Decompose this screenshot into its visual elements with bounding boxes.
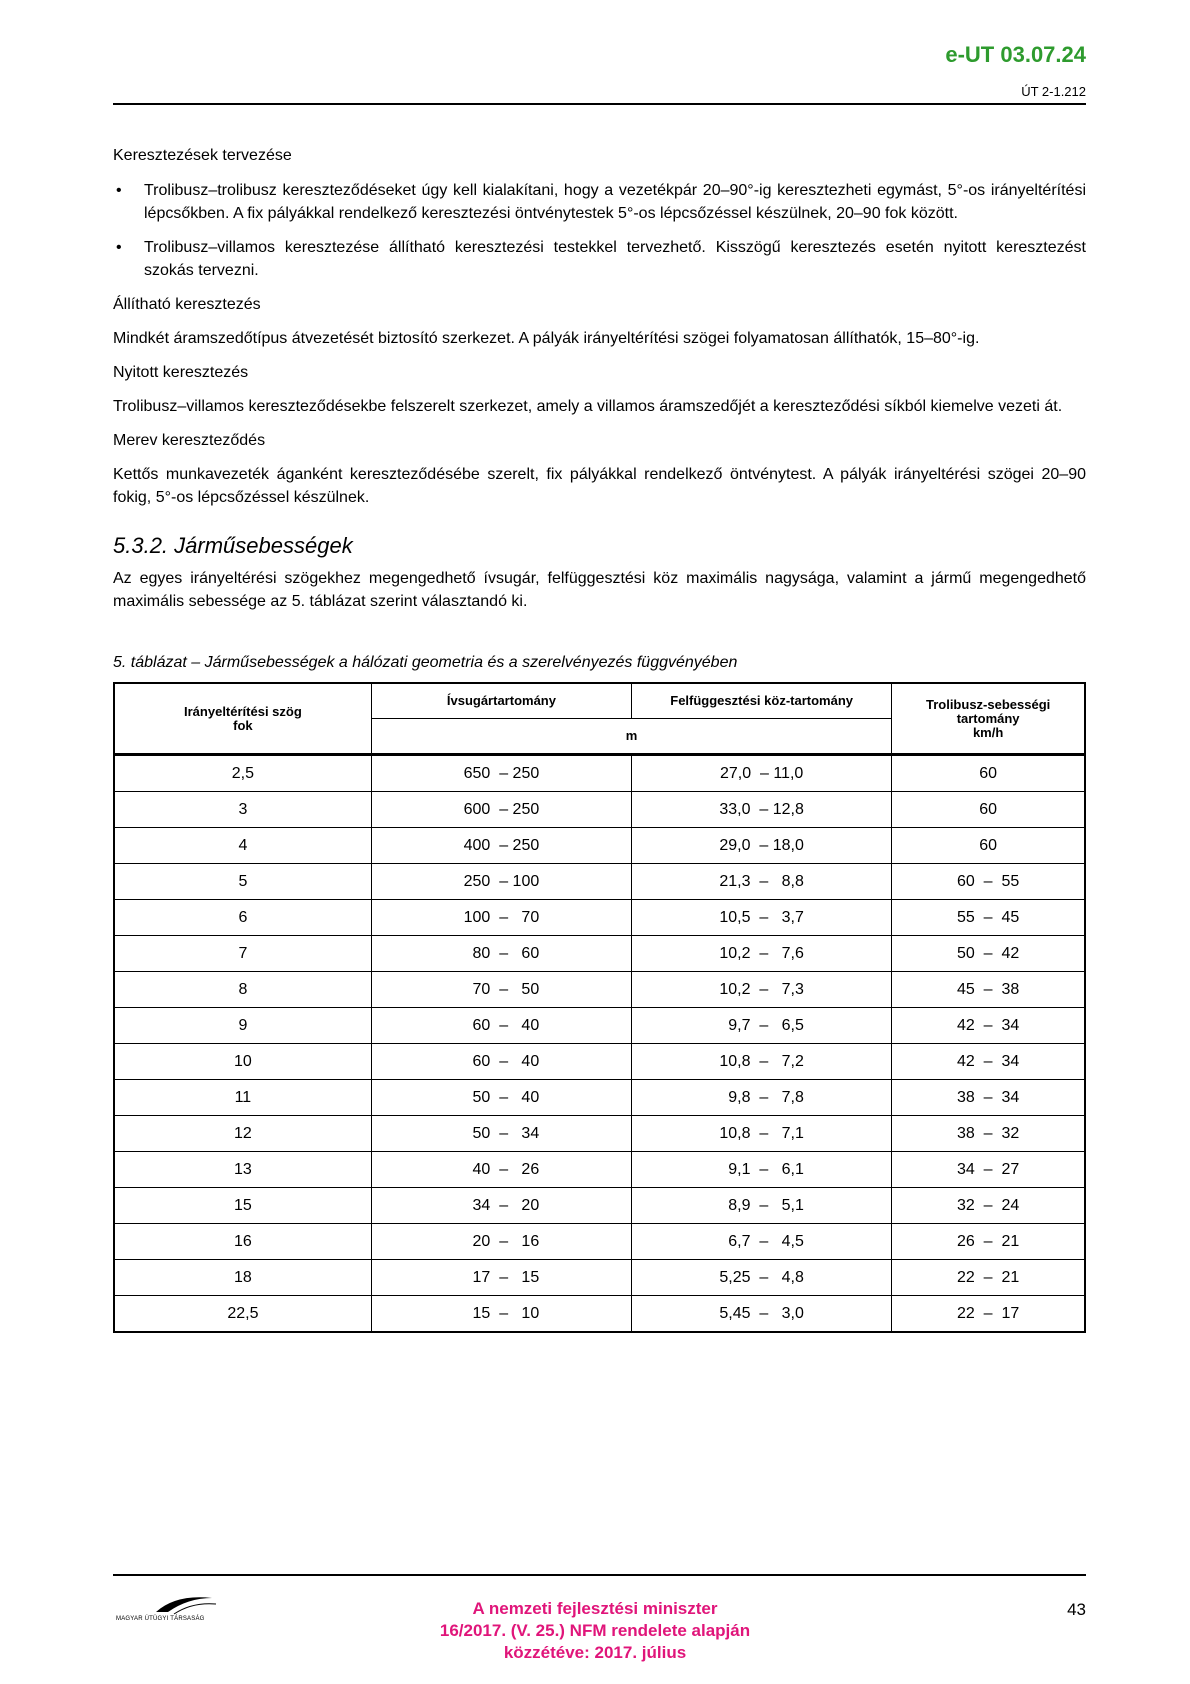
cell-angle-value: 7 bbox=[238, 945, 248, 962]
cell-span-value: 9,1 – 6,1 bbox=[719, 1161, 804, 1178]
publication-line-3: közzétéve: 2017. július bbox=[503, 1643, 687, 1662]
cell-radius bbox=[371, 1080, 631, 1116]
cell-radius-value: 80 – 60 bbox=[463, 945, 540, 962]
cell-angle bbox=[114, 1080, 371, 1116]
paragraph-adjustable: Mindkét áramszedőtípus átvezetését biztosító szerkezet. A pályák irányeltérítési szögei folyamatosan állíthatók, 15–80°-ig. bbox=[113, 330, 980, 347]
cell-span-value: 29,0 – 18,0 bbox=[719, 837, 804, 854]
cell-radius-value: 250 – 100 bbox=[463, 873, 540, 890]
publication-note bbox=[395, 1598, 795, 1664]
table-row bbox=[114, 900, 1085, 936]
cell-angle-value: 18 bbox=[234, 1269, 252, 1286]
cell-speed bbox=[892, 1080, 1085, 1116]
cell-angle-value: 22,5 bbox=[227, 1305, 259, 1322]
cell-radius-value: 50 – 40 bbox=[463, 1089, 540, 1106]
subheading-rigid: Merev kereszteződés bbox=[113, 432, 266, 449]
cell-speed-value: 55 – 45 bbox=[956, 909, 1020, 926]
table-row bbox=[114, 1116, 1085, 1152]
cell-span-value: 5,25 – 4,8 bbox=[719, 1269, 804, 1286]
publication-line-2: 16/2017. (V. 25.) NFM rendelete alapján bbox=[439, 1621, 751, 1640]
paragraph-vehicle-speed: Az egyes irányeltérési szögekhez megengedhető ívsugár, felfüggesztési köz maximális nagysága, valamint a jármű megengedhető maximális sebessége az 5. táblázat szerint választandó ki. bbox=[113, 570, 1086, 610]
cell-radius bbox=[371, 1044, 631, 1080]
table-caption: 5. táblázat – Járműsebességek a hálózati geometria és a szerelvényezés függvényében bbox=[113, 654, 738, 671]
cell-radius-value: 15 – 10 bbox=[463, 1305, 540, 1322]
cell-speed-value: 45 – 38 bbox=[956, 981, 1020, 998]
table-row bbox=[114, 755, 1085, 792]
paragraph-rigid: Kettős munkavezeték áganként kereszteződésébe szerelt, fix pályákkal rendelkező öntvénytest. A pályák irányeltérési szögei 20–90 fokig, 5°-os lépcsőzéssel készülnek. bbox=[113, 466, 1086, 506]
cell-speed-value: 22 – 21 bbox=[956, 1269, 1020, 1286]
footer-divider bbox=[113, 1574, 1086, 1576]
subheading-open: Nyitott keresztezés bbox=[113, 364, 249, 381]
cell-span bbox=[632, 936, 892, 972]
table-row bbox=[114, 1260, 1085, 1296]
cell-radius bbox=[371, 1188, 631, 1224]
cell-speed bbox=[892, 1008, 1085, 1044]
cell-radius-value: 600 – 250 bbox=[463, 801, 540, 818]
cell-radius bbox=[371, 792, 631, 828]
cell-radius bbox=[371, 864, 631, 900]
header-unit-m: m bbox=[371, 719, 891, 755]
cell-angle bbox=[114, 1044, 371, 1080]
paragraph-open: Trolibusz–villamos kereszteződésekbe felszerelt szerkezet, amely a villamos áramszedőjét a kereszteződési síkból kiemelve vezeti át. bbox=[113, 398, 1063, 415]
cell-span-value: 10,8 – 7,1 bbox=[719, 1125, 804, 1142]
header-angle-label: Irányeltérítési szög bbox=[184, 703, 302, 719]
cell-angle bbox=[114, 1008, 371, 1044]
cell-speed-value: 38 – 32 bbox=[956, 1125, 1020, 1142]
cell-speed bbox=[892, 1152, 1085, 1188]
cell-span bbox=[632, 864, 892, 900]
logo-text: MAGYAR ÚTÜGYI TÁRSASÁG bbox=[116, 1616, 205, 1622]
table-row bbox=[114, 864, 1085, 900]
society-logo bbox=[116, 1592, 266, 1632]
cell-speed-value: 32 – 24 bbox=[956, 1197, 1020, 1214]
cell-speed bbox=[892, 828, 1085, 864]
cell-angle bbox=[114, 1224, 371, 1260]
cell-speed bbox=[892, 1296, 1085, 1333]
cell-speed bbox=[892, 1044, 1085, 1080]
header-angle bbox=[114, 683, 371, 755]
cell-span-value: 9,7 – 6,5 bbox=[719, 1017, 804, 1034]
cell-radius-value: 50 – 34 bbox=[463, 1125, 540, 1142]
table-body bbox=[114, 755, 1085, 1333]
cell-speed bbox=[892, 1260, 1085, 1296]
cell-angle-value: 16 bbox=[234, 1233, 252, 1250]
page-number: 43 bbox=[1067, 1600, 1086, 1619]
table-row bbox=[114, 1224, 1085, 1260]
cell-angle bbox=[114, 864, 371, 900]
crossing-bullets bbox=[113, 179, 1086, 282]
cell-angle-value: 8 bbox=[238, 981, 248, 998]
cell-span-value: 10,2 – 7,6 bbox=[719, 945, 804, 962]
cell-radius bbox=[371, 1008, 631, 1044]
cell-speed-value: 26 – 21 bbox=[956, 1233, 1020, 1250]
cell-speed-value: 42 – 34 bbox=[956, 1053, 1020, 1070]
cell-angle bbox=[114, 936, 371, 972]
header-speed bbox=[892, 683, 1085, 755]
cell-angle bbox=[114, 972, 371, 1008]
cell-angle bbox=[114, 1260, 371, 1296]
cell-angle-value: 3 bbox=[238, 801, 248, 818]
cell-span bbox=[632, 1116, 892, 1152]
cell-span-value: 6,7 – 4,5 bbox=[719, 1233, 804, 1250]
cell-angle bbox=[114, 792, 371, 828]
cell-span bbox=[632, 1152, 892, 1188]
cell-radius-value: 70 – 50 bbox=[463, 981, 540, 998]
table-row bbox=[114, 1044, 1085, 1080]
cell-angle-value: 9 bbox=[238, 1017, 248, 1034]
bullet-item: • Trolibusz–trolibusz kereszteződéseket úgy kell kialakítani, hogy a vezetékpár 20–90°-ig keresztezheti egymást, 5°-os irányeltérítési lépcsőkben. A fix pályákkal rendelkező keresztezési öntvénytestek 5°-os lépcsőzéssel készülnek, 20–90 fok között. bbox=[113, 179, 1086, 225]
cell-radius-value: 40 – 26 bbox=[463, 1161, 540, 1178]
cell-span-value: 21,3 – 8,8 bbox=[719, 873, 804, 890]
header-angle-unit: fok bbox=[233, 717, 253, 733]
subheading-adjustable: Állítható keresztezés bbox=[113, 296, 261, 313]
cell-span bbox=[632, 900, 892, 936]
cell-speed bbox=[892, 1188, 1085, 1224]
cell-angle-value: 11 bbox=[234, 1089, 252, 1106]
cell-span bbox=[632, 1188, 892, 1224]
table-row bbox=[114, 972, 1085, 1008]
header-divider bbox=[113, 103, 1086, 105]
cell-angle bbox=[114, 828, 371, 864]
cell-radius bbox=[371, 755, 631, 792]
road-swoosh-icon bbox=[116, 1592, 266, 1616]
cell-speed bbox=[892, 1116, 1085, 1152]
cell-speed-value: 22 – 17 bbox=[956, 1305, 1020, 1322]
speed-table bbox=[113, 682, 1086, 1333]
cell-radius-value: 20 – 16 bbox=[463, 1233, 540, 1250]
cell-radius-value: 100 – 70 bbox=[463, 909, 540, 926]
cell-angle bbox=[114, 1152, 371, 1188]
section-heading-vehicle-speed: 5.3.2. Járműsebességek bbox=[113, 533, 353, 558]
table-row bbox=[114, 1188, 1085, 1224]
cell-speed-value: 60 bbox=[979, 837, 998, 854]
cell-angle-value: 6 bbox=[238, 909, 248, 926]
document-code: e-UT 03.07.24 bbox=[945, 42, 1086, 67]
cell-angle-value: 10 bbox=[234, 1053, 252, 1070]
cell-span-value: 9,8 – 7,8 bbox=[719, 1089, 804, 1106]
cell-span bbox=[632, 1080, 892, 1116]
cell-radius bbox=[371, 936, 631, 972]
header-radius: Ívsugártartomány bbox=[371, 683, 631, 719]
cell-span bbox=[632, 755, 892, 792]
cell-angle bbox=[114, 900, 371, 936]
cell-span bbox=[632, 1044, 892, 1080]
cell-radius bbox=[371, 900, 631, 936]
cell-angle-value: 13 bbox=[234, 1161, 252, 1178]
cell-radius-value: 60 – 40 bbox=[463, 1017, 540, 1034]
cell-angle-value: 15 bbox=[234, 1197, 252, 1214]
cell-radius-value: 34 – 20 bbox=[463, 1197, 540, 1214]
cell-radius-value: 400 – 250 bbox=[463, 837, 540, 854]
cell-span bbox=[632, 1260, 892, 1296]
cell-radius-value: 17 – 15 bbox=[463, 1269, 540, 1286]
cell-speed bbox=[892, 1224, 1085, 1260]
cell-radius bbox=[371, 1152, 631, 1188]
cell-angle bbox=[114, 1116, 371, 1152]
header-span: Felfüggesztési köz-tartomány bbox=[632, 683, 892, 719]
cell-radius bbox=[371, 828, 631, 864]
cell-speed bbox=[892, 936, 1085, 972]
cell-radius bbox=[371, 1116, 631, 1152]
cell-speed-value: 34 – 27 bbox=[956, 1161, 1020, 1178]
ut-code: ÚT 2-1.212 bbox=[1021, 84, 1086, 99]
table-row bbox=[114, 1008, 1085, 1044]
cell-speed bbox=[892, 755, 1085, 792]
page-content bbox=[113, 144, 1086, 1333]
bullet-item: • Trolibusz–villamos keresztezése állítható keresztezési testekkel tervezhető. Kisszögű keresztezés esetén nyitott keresztezést szokás tervezni. bbox=[113, 236, 1086, 282]
cell-speed-value: 42 – 34 bbox=[956, 1017, 1020, 1034]
cell-span bbox=[632, 828, 892, 864]
table-row bbox=[114, 1296, 1085, 1333]
cell-speed bbox=[892, 864, 1085, 900]
cell-speed-value: 38 – 34 bbox=[956, 1089, 1020, 1106]
cell-speed-value: 60 bbox=[979, 765, 998, 782]
cell-span-value: 8,9 – 5,1 bbox=[719, 1197, 804, 1214]
header-speed-label: Trolibusz-sebességi bbox=[925, 696, 1051, 712]
table-row bbox=[114, 1080, 1085, 1116]
cell-radius bbox=[371, 1260, 631, 1296]
cell-span-value: 10,5 – 3,7 bbox=[719, 909, 804, 926]
table-row bbox=[114, 792, 1085, 828]
header-speed-label2: tartomány bbox=[956, 710, 1020, 726]
cell-speed-value: 60 – 55 bbox=[956, 873, 1020, 890]
table-row bbox=[114, 1152, 1085, 1188]
cell-angle-value: 5 bbox=[238, 873, 248, 890]
table-row bbox=[114, 936, 1085, 972]
cell-span-value: 27,0 – 11,0 bbox=[719, 765, 804, 782]
subheading-crossing-design: Keresztezések tervezése bbox=[113, 147, 292, 164]
cell-angle-value: 4 bbox=[238, 837, 248, 854]
cell-span bbox=[632, 1224, 892, 1260]
cell-angle-value: 12 bbox=[234, 1125, 252, 1142]
cell-radius bbox=[371, 1296, 631, 1333]
cell-speed-value: 60 bbox=[979, 801, 998, 818]
cell-radius bbox=[371, 972, 631, 1008]
header-speed-unit: km/h bbox=[972, 724, 1004, 740]
cell-span bbox=[632, 1296, 892, 1333]
cell-span-value: 5,45 – 3,0 bbox=[719, 1305, 804, 1322]
cell-radius-value: 650 – 250 bbox=[463, 765, 540, 782]
cell-radius bbox=[371, 1224, 631, 1260]
cell-angle bbox=[114, 755, 371, 792]
cell-span-value: 10,2 – 7,3 bbox=[719, 981, 804, 998]
cell-angle bbox=[114, 1296, 371, 1333]
cell-speed-value: 50 – 42 bbox=[956, 945, 1020, 962]
cell-angle bbox=[114, 1188, 371, 1224]
publication-line-1: A nemzeti fejlesztési miniszter bbox=[472, 1599, 718, 1618]
cell-span bbox=[632, 792, 892, 828]
cell-span-value: 10,8 – 7,2 bbox=[719, 1053, 804, 1070]
cell-speed bbox=[892, 972, 1085, 1008]
cell-speed bbox=[892, 792, 1085, 828]
cell-speed bbox=[892, 900, 1085, 936]
cell-span-value: 33,0 – 12,8 bbox=[719, 801, 804, 818]
cell-angle-value: 2,5 bbox=[231, 765, 255, 782]
table-row bbox=[114, 828, 1085, 864]
cell-span bbox=[632, 972, 892, 1008]
cell-radius-value: 60 – 40 bbox=[463, 1053, 540, 1070]
cell-span bbox=[632, 1008, 892, 1044]
